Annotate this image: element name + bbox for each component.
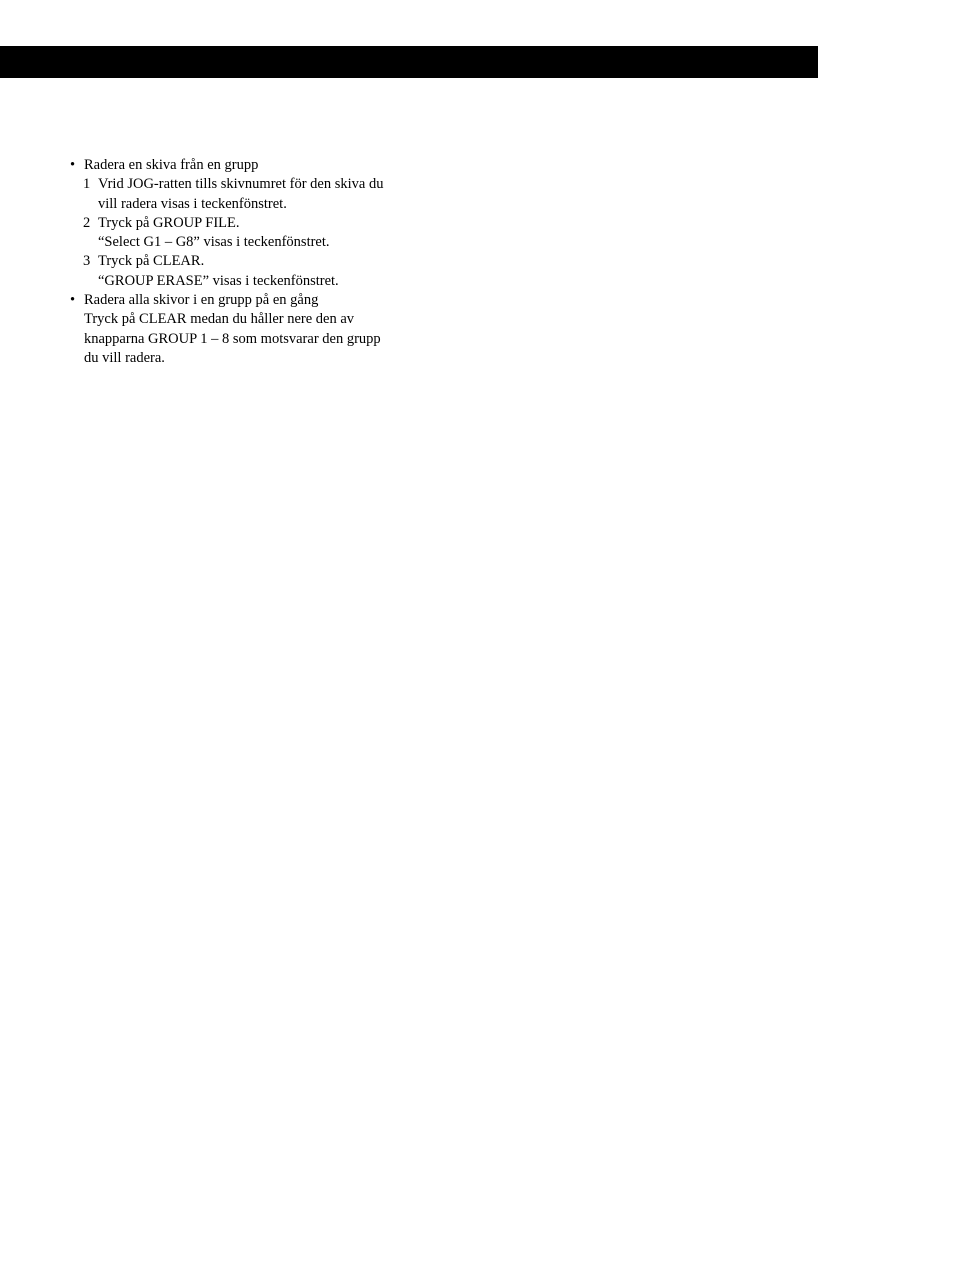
step-result-text: “Select G1 – G8” visas i teckenfönstret. (98, 234, 330, 251)
step-number: 2 (83, 214, 91, 231)
body-line (70, 349, 430, 368)
step-text: Vrid JOG-ratten tills skivnumret för den skiva du (98, 176, 384, 193)
step-2 (70, 214, 430, 233)
bullet-item-remove-all (70, 291, 430, 310)
body-line (70, 310, 430, 329)
section-title: Radera alla skivor i en grupp på en gång (84, 292, 319, 309)
step-3 (70, 252, 430, 271)
body-text: du vill radera. (84, 349, 165, 366)
bullet-glyph: • (70, 292, 76, 309)
step-3-result (70, 272, 430, 291)
body-text: Tryck på CLEAR medan du håller nere den av (84, 311, 355, 328)
bullet-item-remove-disc (70, 156, 430, 175)
step-text: vill radera visas i teckenfönstret. (98, 195, 287, 212)
header-bar (0, 46, 818, 78)
step-2-result (70, 233, 430, 252)
body-text: knapparna GROUP 1 – 8 som motsvarar den grupp (84, 330, 381, 347)
step-1 (70, 175, 430, 194)
step-text: Tryck på GROUP FILE. (98, 214, 240, 231)
step-1-continuation (70, 195, 430, 214)
bullet-glyph: • (70, 157, 76, 173)
step-number: 3 (83, 253, 91, 270)
step-result-text: “GROUP ERASE” visas i teckenfönstret. (98, 272, 339, 289)
body-line (70, 330, 430, 349)
step-text: Tryck på CLEAR. (98, 253, 205, 270)
instruction-list (70, 156, 430, 368)
section-title: Radera en skiva från en grupp (84, 157, 259, 173)
step-number: 1 (83, 176, 91, 193)
